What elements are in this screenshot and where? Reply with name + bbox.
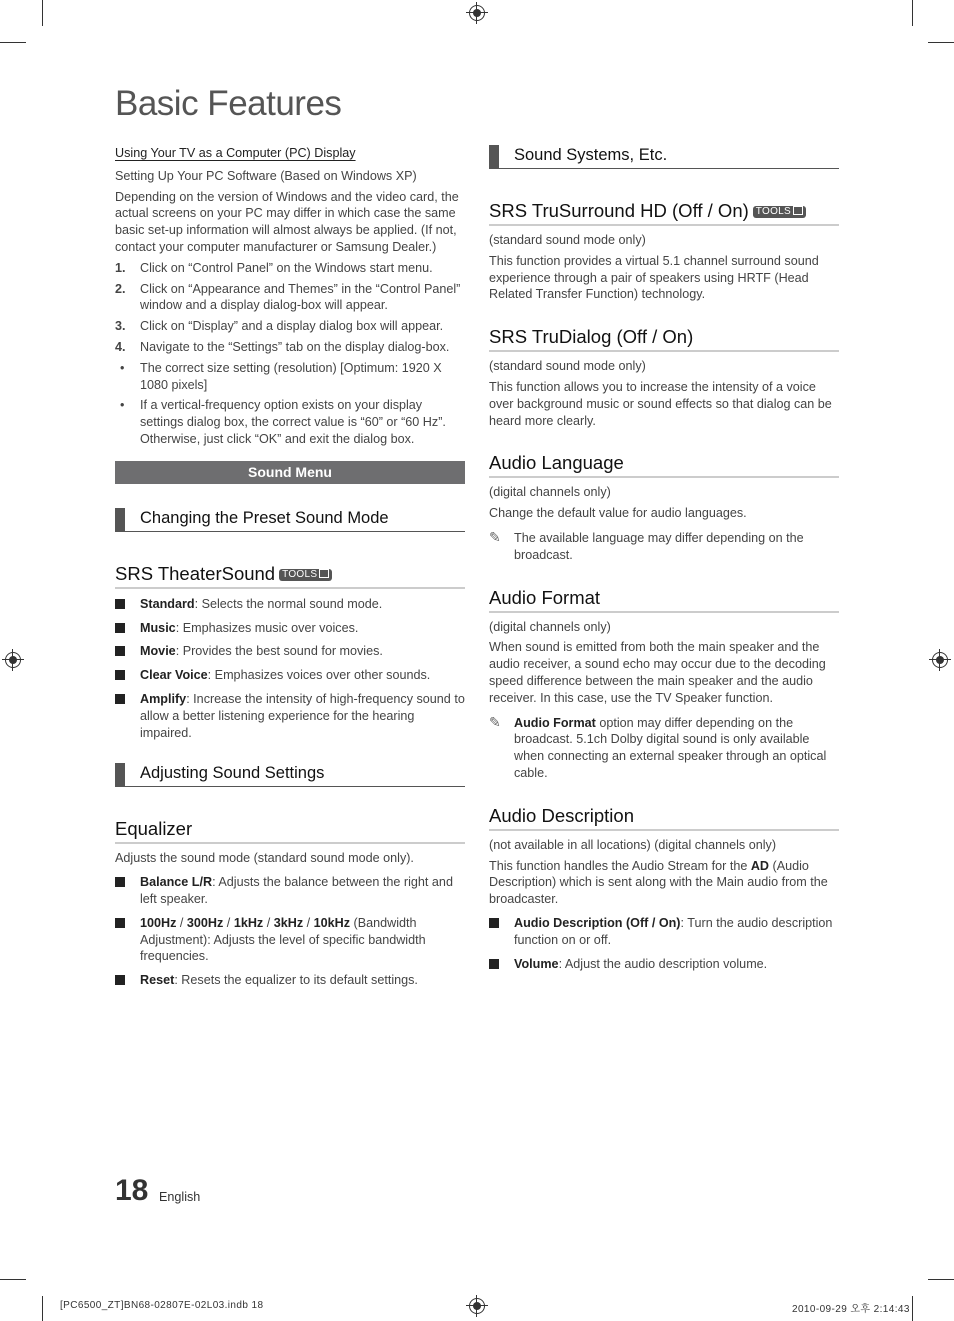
square-bullet-icon xyxy=(115,694,125,704)
trusurround-heading xyxy=(489,199,839,226)
audio-language-description: Change the default value for audio languages. xyxy=(489,506,747,521)
step-number: 4. xyxy=(115,339,126,354)
step-number: 3. xyxy=(115,319,126,334)
square-bullet-icon xyxy=(489,918,499,928)
list-item: Reset: Resets the equalizer to its default settings. xyxy=(115,972,465,989)
section-title: SRS TheaterSound xyxy=(115,562,276,584)
page-number: 18 xyxy=(115,1174,149,1207)
tab-heading-preset xyxy=(115,508,465,532)
trudialog-heading: SRS TruDialog (Off / On) xyxy=(489,325,839,352)
page-language: English xyxy=(159,1190,201,1204)
step-item xyxy=(115,318,465,335)
tools-icon xyxy=(319,569,329,578)
tab-marker xyxy=(115,508,125,531)
srs-items xyxy=(115,596,465,742)
equalizer-intro: Adjusts the sound mode (standard sound mode only). xyxy=(115,851,414,866)
trusurround-condition: (standard sound mode only) xyxy=(489,233,646,247)
bullet-text: If a vertical-frequency option exists on your display settings dialog box, the correct value is “60” or “60 Hz”. Otherwise, just click “OK” and exit the dialog box. xyxy=(140,398,446,446)
note-text: The available language may differ depending on the broadcast. xyxy=(514,530,804,562)
tools-icon xyxy=(793,206,803,215)
note-pencil-icon: ✎ xyxy=(489,528,501,545)
list-item: Standard: Selects the normal sound mode. xyxy=(115,596,465,613)
audio-description-text: This function handles the Audio Stream for the AD (Audio Description) which is sent along with the Main audio from the broadcaster. xyxy=(489,858,828,907)
audio-language-condition: (digital channels only) xyxy=(489,485,611,500)
step-item xyxy=(115,281,465,315)
square-bullet-icon xyxy=(115,623,125,633)
tools-badge: TOOLS xyxy=(279,569,332,581)
pc-heading: Using Your TV as a Computer (PC) Display xyxy=(115,146,356,160)
list-item: 100Hz / 300Hz / 1kHz / 3kHz / 10kHz (Bandwidth Adjustment): Adjusts the level of specific bandwidth frequencies. xyxy=(115,915,465,965)
right-column xyxy=(489,142,839,972)
audio-format-note: ✎ Audio Format option may differ depending on the broadcast. 5.1ch Dolby digital sound is only available when connecting an external speaker through an optical cable. xyxy=(489,713,827,780)
trudialog-condition: (standard sound mode only) xyxy=(489,359,646,374)
step-item xyxy=(115,260,465,277)
registration-mark-icon xyxy=(5,652,21,668)
tab-heading-text: Adjusting Sound Settings xyxy=(140,764,325,783)
step-text: Click on “Appearance and Themes” in the “Control Panel” window and a display dialog-box will appear. xyxy=(140,281,461,313)
crop-mark xyxy=(928,42,954,43)
list-item: Audio Description (Off / On): Turn the audio description function on or off. xyxy=(489,915,839,949)
square-bullet-icon xyxy=(115,599,125,609)
equalizer-items xyxy=(115,874,465,989)
step-number: 1. xyxy=(115,260,126,275)
square-bullet-icon xyxy=(115,975,125,985)
square-bullet-icon xyxy=(115,646,125,656)
srs-theatersound-heading xyxy=(115,562,465,589)
left-column xyxy=(115,142,465,989)
bullet-icon: • xyxy=(120,360,125,375)
bullet-icon: • xyxy=(120,398,125,413)
list-item: Balance L/R: Adjusts the balance between the right and left speaker. xyxy=(115,874,465,908)
pc-intro: Depending on the version of Windows and the video card, the actual screens on your PC may differ in which case the same basic set-up information will almost always be applied. (If not, contact your computer manufacturer or Samsung Dealer.) xyxy=(115,189,459,254)
trudialog-description: This function allows you to increase the intensity of a voice over background music or sound effects so that dialog can be heard more clearly. xyxy=(489,379,832,428)
trusurround-description: This function provides a virtual 5.1 channel surround sound experience through a pair of speakers using HRTF (Head Related Transfer Function) technology. xyxy=(489,253,819,302)
tab-heading-text: Sound Systems, Etc. xyxy=(514,146,668,164)
equalizer-heading: Equalizer xyxy=(115,817,465,844)
tools-badge: TOOLS xyxy=(753,206,806,218)
list-item: Amplify: Increase the intensity of high-frequency sound to allow a better listening experience for the hearing impaired. xyxy=(115,691,465,741)
audio-language-heading: Audio Language xyxy=(489,451,839,478)
bullet-item xyxy=(115,360,465,394)
crop-mark xyxy=(0,1279,26,1280)
audio-language-note xyxy=(489,530,839,564)
note-text: option may differ depending on the broadcast. 5.1ch Dolby digital sound is only available when connecting an external speaker through an optical cable. xyxy=(514,715,827,780)
print-slug-left: [PC6500_ZT]BN68-02807E-02L03.indb 18 xyxy=(60,1300,264,1311)
crop-mark xyxy=(928,1279,954,1280)
step-text: Click on “Display” and a display dialog box will appear. xyxy=(140,319,444,334)
print-slug-right: 2010-09-29 오후 2:14:43 xyxy=(792,1304,910,1315)
crop-mark xyxy=(0,42,26,43)
page-title: Basic Features xyxy=(115,84,342,123)
crop-mark xyxy=(912,0,913,26)
list-item: Movie: Provides the best sound for movies. xyxy=(115,643,465,660)
tab-heading-text: Changing the Preset Sound Mode xyxy=(140,508,389,527)
audio-format-description: When sound is emitted from both the main speaker and the audio receiver, a sound echo may occur due to the decoding speed difference between the main speaker and the audio receiver. In this case, use the TV Speaker function. xyxy=(489,640,826,705)
registration-mark-icon xyxy=(932,652,948,668)
list-item: Music: Emphasizes music over voices. xyxy=(115,620,465,637)
registration-mark-icon xyxy=(469,5,485,21)
tab-marker xyxy=(115,763,125,786)
audio-format-heading: Audio Format xyxy=(489,586,839,613)
pc-steps xyxy=(115,260,465,356)
step-text: Navigate to the “Settings” tab on the display dialog-box. xyxy=(140,339,450,354)
audio-description-items xyxy=(489,915,839,972)
audio-format-condition: (digital channels only) xyxy=(489,619,611,634)
list-item: Volume: Adjust the audio description volume. xyxy=(489,956,839,973)
registration-mark-icon xyxy=(469,1298,485,1314)
bullet-text: The correct size setting (resolution) [Optimum: 1920 X 1080 pixels] xyxy=(140,360,442,392)
audio-description-heading: Audio Description xyxy=(489,804,839,831)
section-title: SRS TruSurround HD (Off / On) xyxy=(489,200,749,221)
crop-mark xyxy=(912,1296,913,1321)
step-number: 2. xyxy=(115,281,126,296)
pc-bullets xyxy=(115,360,465,448)
square-bullet-icon xyxy=(115,670,125,680)
square-bullet-icon xyxy=(115,877,125,887)
sound-menu-bar: Sound Menu xyxy=(115,461,465,484)
list-item: Clear Voice: Emphasizes voices over other sounds. xyxy=(115,667,465,684)
tab-heading-sound-systems xyxy=(489,145,839,169)
step-text: Click on “Control Panel” on the Windows start menu. xyxy=(140,260,433,275)
audio-description-condition: (not available in all locations) (digital channels only) xyxy=(489,837,777,852)
note-pencil-icon: ✎ xyxy=(489,713,501,730)
crop-mark xyxy=(42,0,43,26)
tab-heading-adjusting xyxy=(115,763,465,787)
step-item xyxy=(115,339,465,356)
crop-mark xyxy=(42,1296,43,1321)
square-bullet-icon xyxy=(489,959,499,969)
bullet-item xyxy=(115,397,465,447)
square-bullet-icon xyxy=(115,918,125,928)
pc-subheading: Setting Up Your PC Software (Based on Windows XP) xyxy=(115,168,417,183)
tab-marker xyxy=(489,145,499,168)
